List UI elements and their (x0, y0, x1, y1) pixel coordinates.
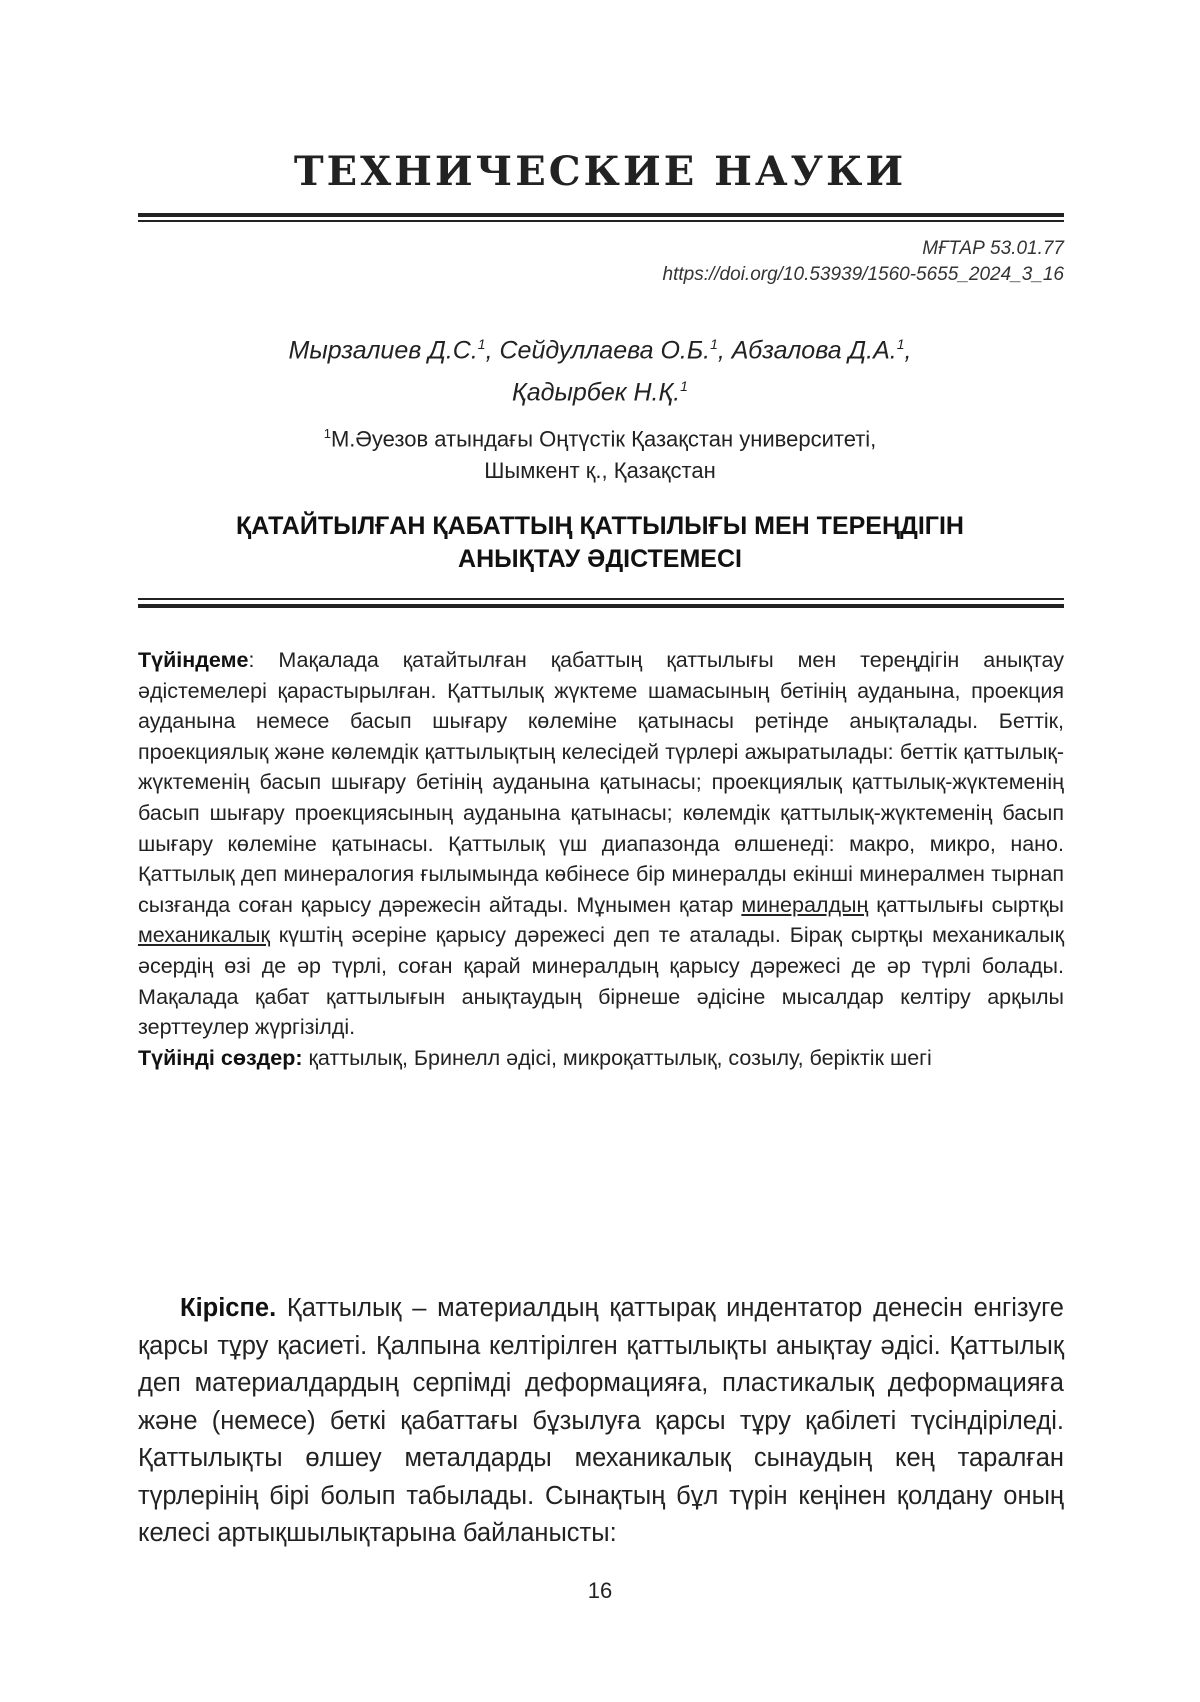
page-number: 16 (587, 1578, 613, 1603)
abstract-label: Түйіндеме (138, 648, 249, 672)
authors-line-2: Қадырбек Н.Қ.$^1$ (512, 378, 688, 407)
authors-line-1: Мырзалиев Д.С.$^1$, Сейдуллаева О.Б.$^1$, Абзалова Д.А.$^1$, (288, 336, 912, 365)
keywords-label: Түйінді сөздер: (138, 1045, 303, 1070)
section-heading: ТЕХНИЧЕСКИЕ НАУКИ (293, 148, 907, 195)
author-list (0, 326, 1200, 411)
keywords: Түйінді сөздер: қаттылық, Бринелл әдісі, микроқаттылық, созылу, беріктік шегі (138, 1045, 932, 1070)
term-link[interactable]: механикалық (138, 923, 270, 948)
introduction-paragraph: Кіріспе. Қаттылық – материалдың қаттырақ индентатор денесін енгізуге қарсы тұру қасиеті. Қалпына келтірілген қаттылықты анықтау әдісі. Қаттылық деп материалдардың серпімді деформацияға, пластикалық деформацияға және (немесе) беткі қабаттағы бұзылуға қарсы тұру қабілеті түсіндіріледі. Қаттылықты өлшеу металдарды механикалық сынаудың кең таралған түрлерінің бірі болып табылады. Сынақтың бұл түрін кеңінен қолдану оның келесі артықшылықтарына байланысты: (138, 1294, 1064, 1547)
author-name: Абзалова Д.А. (731, 336, 897, 365)
classification-code: МҒТАР 53.01.77 (922, 238, 1064, 259)
term-link[interactable]: минералдың (741, 892, 869, 917)
title-rule (138, 598, 1064, 608)
doi-link[interactable]: https://doi.org/10.53939/1560-5655_2024_3_16 (662, 264, 1064, 285)
author-name: Қадырбек Н.Қ. (512, 378, 681, 407)
article-title: ҚАТАЙТЫЛҒАН ҚАБАТТЫҢ ҚАТТЫЛЫҒЫ МЕН ТЕРЕҢДІГІН АНЫҚТАУ ӘДІСТЕМЕСІ (236, 512, 964, 573)
author-name: Мырзалиев Д.С. (288, 336, 478, 365)
intro-label: Кіріспе. (180, 1294, 277, 1322)
header-rule (138, 213, 1064, 222)
author-name: Сейдуллаева О.Б. (499, 336, 711, 365)
affiliation: $^1$М.Әуезов атындағы Оңтүстік Қазақстан университеті, Шымкент қ., Қазақстан (323, 426, 877, 484)
abstract-block: Түйіндеме: Мақалада қатайтылған қабаттың қаттылығы мен тереңдігін анықтау әдістемелері қарастырылған. Қаттылық жүктеме шамасының бетінің ауданына, проекция ауданына немесе басып шығару көлеміне қатынасы ретінде анықталады. Беттік, проекциялық және көлемдік қаттылықтың келесідей түрлері ажыратылады: беттік қаттылық-жүктеменің басып шығару бетінің ауданына қатынасы; проекциялық қаттылық-жүктеменің басып шығару проекциясының ауданына қатынасы; көлемдік қаттылық-жүктеменің басып шығару көлеміне қатынасы. Қаттылық үш диапазонда өлшенеді: макро, микро, нано. Қаттылық деп минералогия ғылымында көбінесе бір минералды екінші минералмен тырнап сызғанда соған қарысу дәрежесін айтады. Мұнымен қатар минералдың қаттылығы сыртқы механикалық күштің әсеріне қарысу дәрежесі деп те аталады. Бірақ сыртқы механикалық әсердің өзі де әр түрлі, соған қарай минералдың қарысу дәрежесі де әр түрлі болады. Мақалада қабат қаттылығын анықтаудың бірнеше әдісіне мысалдар келтіру арқылы зерттеулер жүргізілді. Түйінді сөздер: қаттылық, Бринелл әдісі, микроқаттылық, созылу, беріктік шегі (138, 645, 1064, 1073)
